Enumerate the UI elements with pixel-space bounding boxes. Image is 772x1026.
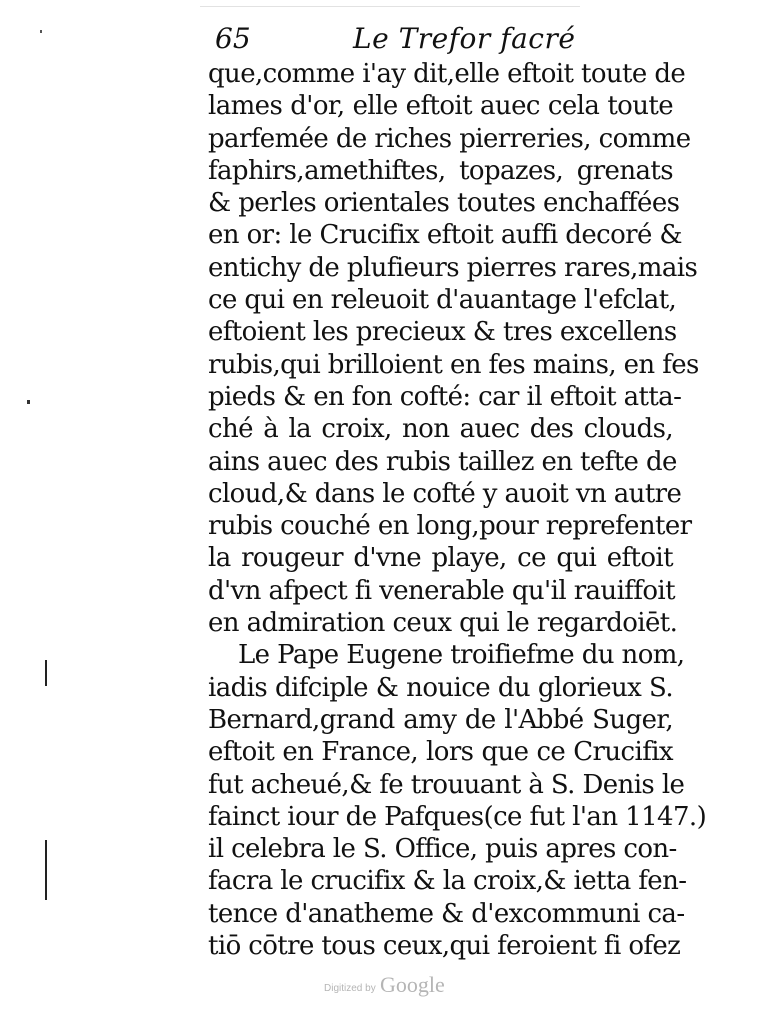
- text-line: tiō cōtre tous ceux,qui feroient fi ofez: [208, 931, 681, 962]
- page-header: [215, 22, 675, 58]
- body-text: [208, 58, 707, 962]
- text-line: cloud,& dans le cofté y auoit vn autre: [208, 478, 682, 509]
- text-line: fainct iour de Pafques(ce fut l'an 1147.): [208, 801, 707, 832]
- text-line: eftoit en France, lors que ce Crucifix: [208, 737, 673, 768]
- text-line: entichy de plufieurs pierres rares,mais: [208, 252, 698, 283]
- text-line: rubis couché en long,pour reprefenter: [208, 511, 692, 542]
- google-logo: Google: [380, 972, 445, 997]
- text-line: en admiration ceux qui le regardoiēt.: [208, 608, 678, 639]
- text-line: tence d'anatheme & d'excommuni ca-: [208, 898, 685, 929]
- text-line: que,comme i'ay dit,elle eftoit toute de: [208, 59, 686, 89]
- scan-mark-left: [40, 30, 42, 33]
- digitized-by-google-watermark: [318, 972, 478, 1002]
- text-line: eftoient les precieux & tres excellens: [208, 317, 677, 348]
- text-line: facra le crucifix & la croix,& ietta fen-: [208, 866, 687, 897]
- text-line: d'vn afpect fi venerable qu'il rauiffoit: [208, 575, 675, 606]
- text-line: Le Pape Eugene troifiefme du nom,: [238, 640, 685, 671]
- text-line: pieds & en fon cofté: car il eftoit atta-: [208, 381, 682, 412]
- text-line: Bernard,grand amy de l'Abbé Suger,: [208, 704, 673, 735]
- text-line: & perles orientales toutes enchaffées: [208, 188, 680, 219]
- text-line: ains auec des rubis taillez en tefte de: [208, 446, 677, 477]
- text-line: parfemée de riches pierreries, comme: [208, 123, 691, 154]
- text-line: fut acheué,& fe trouuant à S. Denis le: [208, 769, 685, 800]
- text-line: iadis difciple & nouice du glorieux S.: [208, 672, 673, 703]
- text-line: lames d'or, elle eftoit auec cela toute: [208, 91, 673, 122]
- text-line: faphirs,amethiftes, topazes, grenats: [208, 155, 673, 186]
- watermark-prefix: Digitized by: [324, 983, 376, 994]
- scan-mark-left: [27, 400, 30, 404]
- running-title: Le Trefor facré: [353, 22, 576, 55]
- text-line: ce qui en releuoit d'auantage l'efclat,: [208, 285, 677, 316]
- text-line: en or: le Crucifix eftoit auffi decoré &: [208, 220, 682, 251]
- text-line: rubis,qui brilloient en fes mains, en fes: [208, 349, 699, 380]
- page-edge-bleed: [200, 0, 580, 7]
- text-line: ché à la croix, non auec des clouds,: [208, 414, 673, 445]
- page-number: 65: [215, 22, 251, 55]
- text-line: la rougeur d'vne playe, ce qui eftoit: [208, 543, 673, 574]
- text-line: il celebra le S. Office, puis apres con-: [208, 834, 677, 865]
